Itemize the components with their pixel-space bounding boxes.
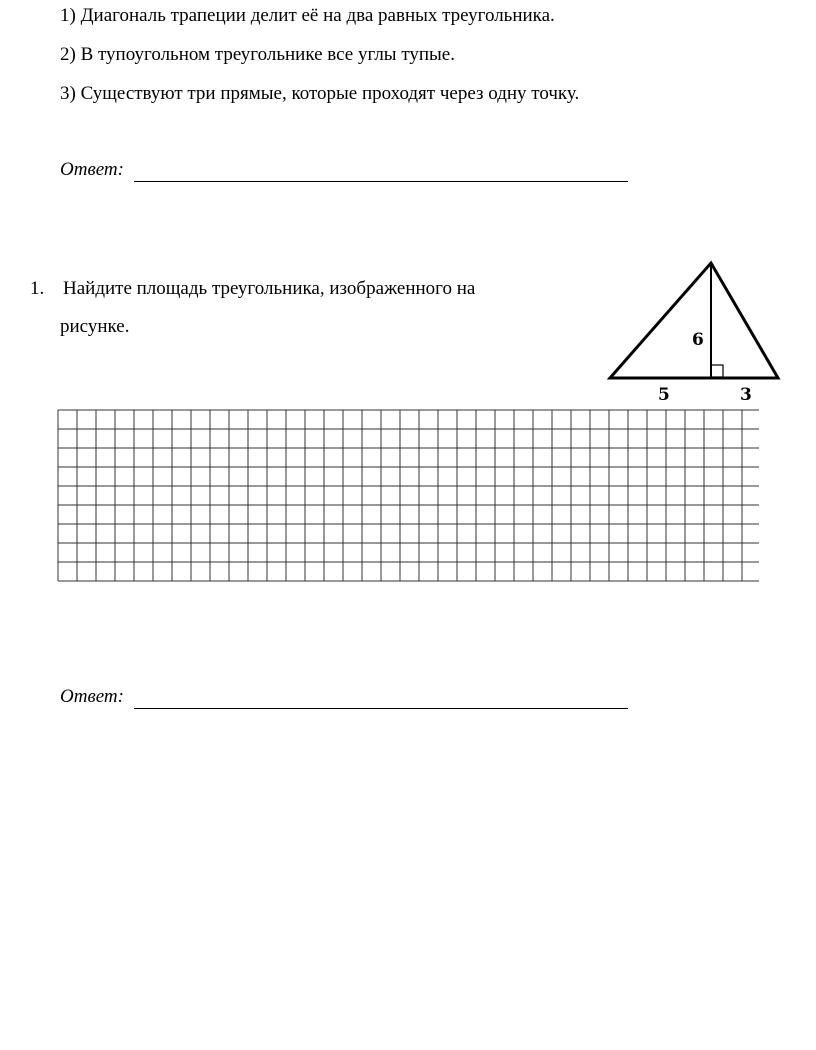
statement-1: 1) Диагональ трапеции делит её на два равных треугольника. [60,5,555,26]
right-segment-label: 3 [740,385,752,405]
answer-line-1 [60,158,628,182]
task-text-line-2: рисунке. [60,316,130,337]
answer-label: Ответ: [60,686,124,707]
task-number: 1. [30,278,45,299]
statement-3: 3) Существуют три прямые, которые проходят через одну точку. [60,83,580,104]
answer-label: Ответ: [60,159,124,180]
statement-2: 2) В тупоугольном треугольнике все углы тупые. [60,44,455,65]
left-segment-label: 5 [658,385,670,405]
triangle-outline [610,263,778,378]
height-label: 6 [692,330,704,350]
answer-line-2 [60,685,628,709]
task-text-line-1: Найдите площадь треугольника, изображенного на [63,278,476,299]
answer-blank[interactable] [134,161,628,182]
grid-workspace [57,409,759,589]
right-angle-marker [711,365,723,377]
triangle-figure [600,258,790,408]
answer-blank[interactable] [134,688,628,709]
